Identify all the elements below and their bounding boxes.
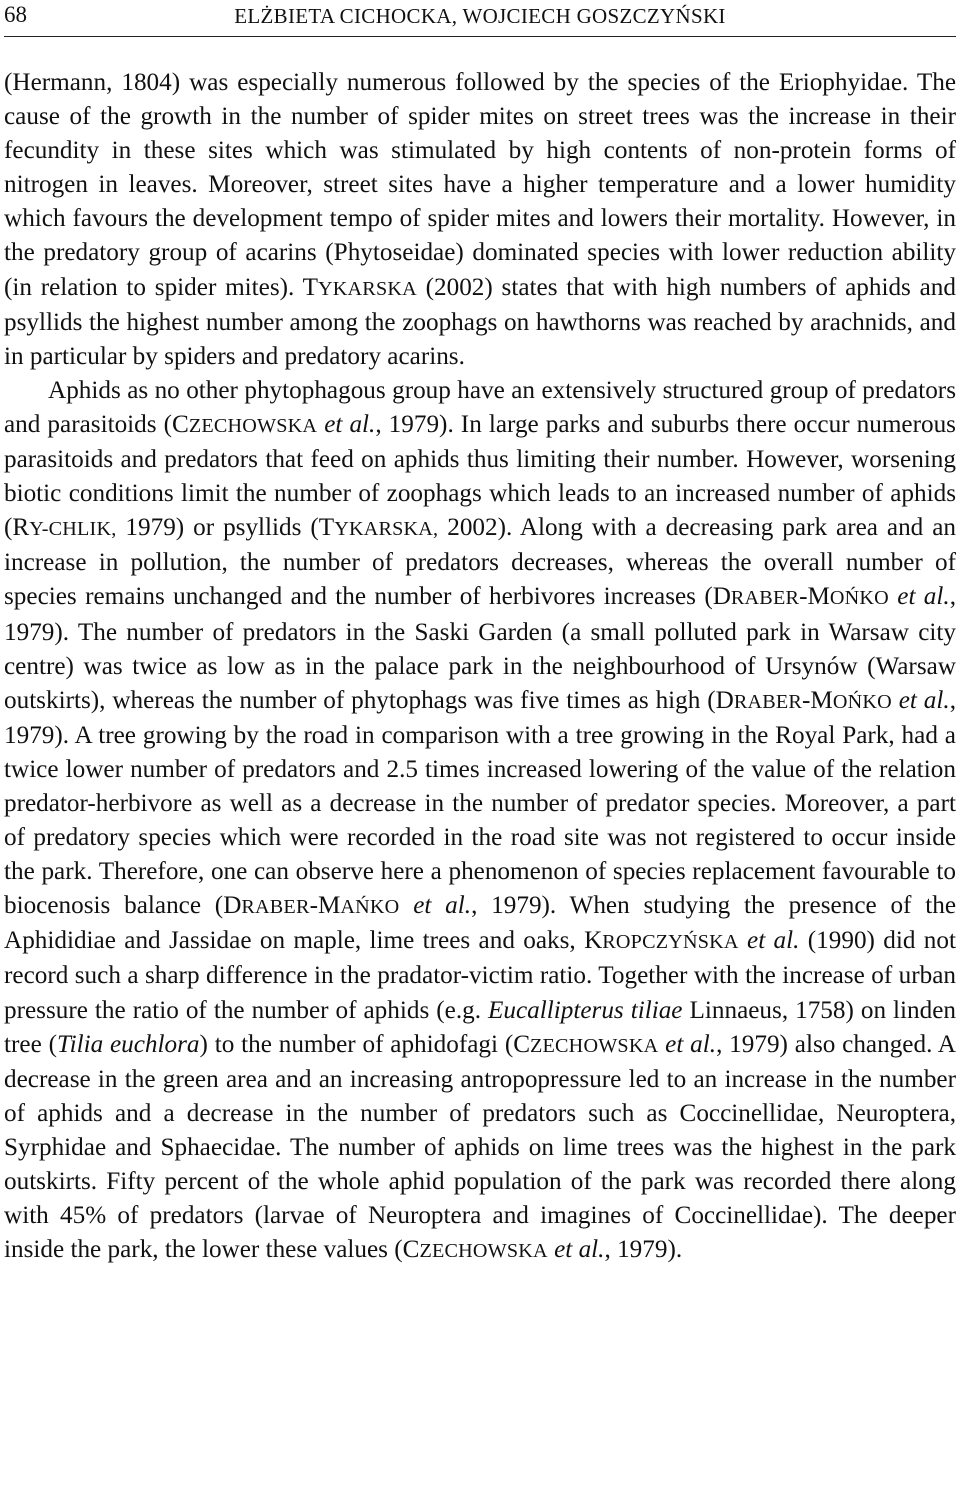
text-run: , 1979). In large parks and suburbs there occur numerous parasitoids and predators that feed on aphids thus limiting their number. However, worsening biotic conditions limit the number of zoophags which leads to an increased number of aphids (R	[4, 410, 956, 542]
text-run: et al.	[554, 1236, 605, 1264]
text-run: Aphids as no other phytophagous group have an extensively structured group of predators and parasitoids (	[4, 376, 956, 438]
text-run: ) to the number of aphidofagi (C	[199, 1030, 531, 1058]
text-run: (Hermann, 1804) was especially numerous followed by the species of the Eriophyidae. The cause of the growth in the number of spider mites on street trees was the increase in their fecundity in these sites which was stimulated by high contents of non-protein forms of nitrogen in leaves. Moreover, street sites have a higher temperature and a lower humidity which favours the development tempo of spider mites and lowers their mortality. However, in the predatory group of acarins (Phytoseidae) dominated species with lower reduction ability (in relation to spider mites).	[4, 69, 956, 301]
text-run: Eucallipterus tiliae	[488, 996, 683, 1024]
text-run: 2002). Along with a decreasing park area and an increase in pollution, the number of predators decreases, whereas the overall number of species remains unchanged and the number of herbivores increases (D	[4, 514, 956, 611]
paragraph	[4, 66, 956, 374]
text-run	[739, 927, 747, 954]
text-run: , 1979). The number of predators in the Saski Garden (a small polluted park in Warsaw city centre) was twice as low as in the palace park in the neighbourhood of Ursynów (Warsaw outskirts), whereas the number of phytophags was five times as high (D	[4, 583, 956, 714]
running-head: ELŻBIETA CICHOCKA, WOJCIECH GOSZCZYŃSKI	[234, 4, 726, 28]
text-run: ZECHOWSKA	[530, 1034, 659, 1057]
text-run: OŃKO	[829, 587, 889, 610]
text-run: RABER	[730, 587, 800, 610]
text-run	[399, 892, 413, 919]
text-run	[892, 687, 899, 714]
page-number: 68	[4, 2, 27, 27]
page-header	[4, 0, 956, 37]
text-run: et al.	[324, 410, 376, 438]
text-run: Y-CHLIK,	[29, 518, 117, 541]
text-run: ROPCZYŃSKA	[602, 931, 739, 954]
text-run: -M	[309, 892, 341, 920]
text-run: , 1979) also changed. A decrease in the green area and an increasing antropopressure led to an increase in the number of aphids and a decrease in the number of predators such as Coccinellidae, Neuroptera, Syrphidae and Sphaecidae. The number of aphids on lime trees was the highest in the park outskirts. Fifty percent of the whole aphid population of the park was recorded there along with 45% of predators (larvae of Neuroptera and imagines of Coccinellidae). The deeper inside the park, the lower these values (C	[4, 1030, 956, 1264]
body-text	[4, 66, 956, 1268]
text-run: et al.	[897, 583, 950, 611]
text-run: Tilia euchlora	[56, 1030, 200, 1058]
text-run: (1990) did not record such a sharp difference in the pradator-victim ratio. Together with the increase of urban pressure the ratio of the number of aphids (e.g.	[4, 927, 956, 1024]
text-run: (2002) states that with high numbers of aphids and psyllids the highest number among the zoophags on hawthorns was reached by arachnids, and in particular by spiders and predatory acarins.	[4, 273, 956, 370]
text-run: T	[302, 273, 319, 301]
text-run: YKARSKA	[318, 277, 417, 300]
text-run: RABER	[733, 690, 803, 713]
text-run: -M	[799, 583, 830, 611]
text-run: , 1979). A tree growing by the road in comparison with a tree growing in the Royal Park, had a twice lower number of predators and 2.5 times increased lowering of the value of the relation predator-herbivore as well as a decrease in the number of predator species. Moreover, a part of predatory species which were recorded in the road site was not registered to occur inside the park. Therefore, one can observe here a phenomenon of species replacement favourable to biocenosis balance (D	[4, 686, 956, 920]
text-run: et al.	[413, 892, 472, 920]
text-run: , 1979).	[604, 1236, 683, 1264]
text-run: -M	[802, 686, 833, 714]
text-run: et al.	[665, 1030, 717, 1058]
text-run: C	[172, 410, 189, 438]
text-run: YKARSKA,	[334, 518, 439, 541]
text-run: RABER	[241, 896, 310, 919]
text-run: et al.	[898, 686, 950, 714]
text-run: et al.	[747, 927, 800, 955]
paragraph	[4, 374, 956, 1268]
text-run: ZECHOWSKA	[188, 414, 318, 437]
text-run: , 1979). When studying the presence of the Aphididiae and Jassidae on maple, lime trees and oaks, K	[4, 892, 956, 955]
text-run: OŃKO	[832, 690, 892, 713]
text-run: Linnaeus, 1758) on linden tree (	[4, 996, 957, 1058]
text-run: 1979) or psyllids (T	[116, 514, 335, 542]
text-run: ZECHOWSKA	[419, 1240, 548, 1263]
text-run: AŃKO	[340, 896, 400, 919]
